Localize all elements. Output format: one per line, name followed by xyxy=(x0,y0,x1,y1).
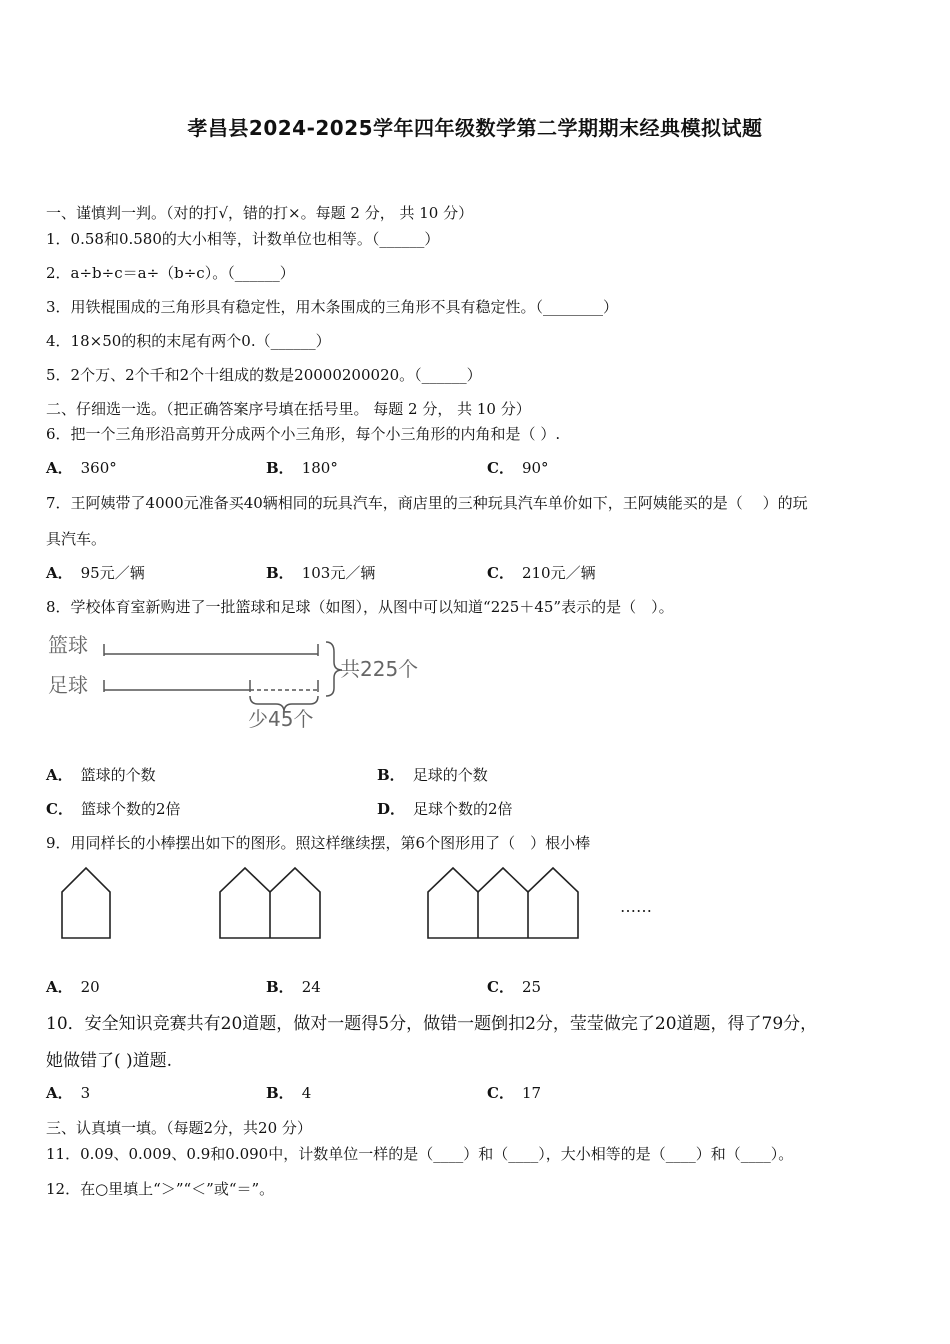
q9-figures xyxy=(40,858,680,948)
q6-option-c: C． 90° xyxy=(487,459,549,477)
q9-figure-3 xyxy=(428,868,578,938)
q9-figure-2 xyxy=(220,868,320,938)
q10-option-b: B． 4 xyxy=(266,1084,312,1102)
question-11: 11．0.09、0.009、0.9和0.090中，计数单位一样的是（____）和（____），大小相等的是（____）和（____）。 xyxy=(46,1145,794,1163)
section-heading-3: 三、认真填一填。（每题2分，共20 分） xyxy=(46,1119,312,1137)
q10-option-c: C． 17 xyxy=(487,1084,542,1102)
q8-option-d: D． 足球个数的2倍 xyxy=(377,800,513,818)
q8-label-total: 共225个 xyxy=(340,657,419,681)
question-7-line-1: 7．王阿姨带了4000元准备买40辆相同的玩具汽车，商店里的三种玩具汽车单价如下，王阿姨能买的是（ ）的玩 xyxy=(46,494,808,512)
question-4: 4．18×50的积的末尾有两个0.（______） xyxy=(46,332,331,350)
q7-option-a: A． 95元／辆 xyxy=(46,564,145,582)
q6-option-a: A． 360° xyxy=(46,459,117,477)
q8-option-a: A． 篮球的个数 xyxy=(46,766,156,784)
section-heading-1: 一、谨慎判一判。（对的打√，错的打×。每题 2 分， 共 10 分） xyxy=(46,204,474,222)
q8-label-less: 少45个 xyxy=(248,707,314,731)
q8-label-football: 足球 xyxy=(48,673,88,697)
q8-option-c: C． 篮球个数的2倍 xyxy=(46,800,181,818)
q10-option-a: A． 3 xyxy=(46,1084,91,1102)
q7-option-c: C． 210元／辆 xyxy=(487,564,596,582)
question-10-line-2: 她做错了( )道题. xyxy=(46,1051,173,1071)
question-10-line-1: 10．安全知识竞赛共有20道题，做对一题得5分，做错一题倒扣2分，莹莹做完了20道题，得了79分， xyxy=(46,1014,818,1034)
q9-ellipsis: …… xyxy=(620,897,652,916)
q8-segment-diagram xyxy=(44,626,444,736)
q9-figure-1 xyxy=(62,868,110,938)
question-8: 8．学校体育室新购进了一批篮球和足球（如图），从图中可以知道“225＋45”表示的是（ ）。 xyxy=(46,598,674,616)
section-heading-2: 二、仔细选一选。（把正确答案序号填在括号里。 每题 2 分， 共 10 分） xyxy=(46,400,531,418)
q9-option-b: B． 24 xyxy=(266,978,321,996)
q8-label-basketball: 篮球 xyxy=(48,633,88,657)
question-9: 9．用同样长的小棒摆出如下的图形。照这样继续摆，第6个图形用了（ ）根小棒 xyxy=(46,834,591,852)
question-6: 6．把一个三角形沿高剪开分成两个小三角形，每个小三角形的内角和是（ ）. xyxy=(46,425,561,443)
question-12: 12．在○里填上“＞”“＜”或“＝”。 xyxy=(46,1180,275,1198)
question-7-line-2: 具汽车。 xyxy=(46,530,107,548)
question-3: 3．用铁棍围成的三角形具有稳定性，用木条围成的三角形不具有稳定性。（________） xyxy=(46,298,619,316)
q6-option-b: B． 180° xyxy=(266,459,338,477)
q9-option-a: A． 20 xyxy=(46,978,100,996)
page-title: 孝昌县2024-2025学年四年级数学第二学期期末经典模拟试题 xyxy=(187,116,763,140)
q8-option-b: B． 足球的个数 xyxy=(377,766,488,784)
question-1: 1．0.58和0.580的大小相等，计数单位也相等。（______） xyxy=(46,230,440,248)
q9-option-c: C． 25 xyxy=(487,978,542,996)
question-2: 2．a÷b÷c＝a÷（b÷c）。（______） xyxy=(46,264,295,282)
q7-option-b: B． 103元／辆 xyxy=(266,564,376,582)
question-5: 5．2个万、2个千和2个十组成的数是20000200020。（______） xyxy=(46,366,482,384)
